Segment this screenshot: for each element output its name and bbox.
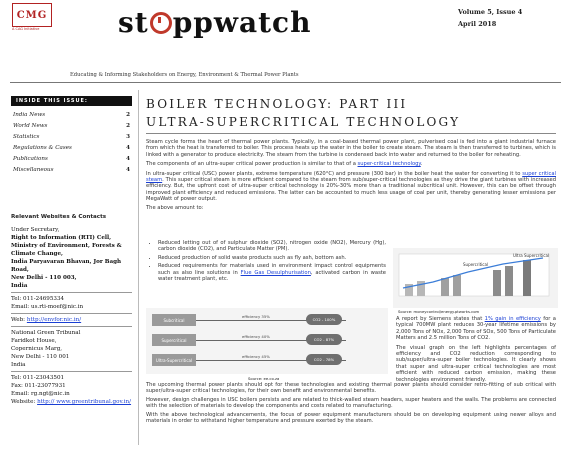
column-divider: [138, 90, 139, 445]
super-critical-link[interactable]: super-critical technology: [357, 161, 421, 168]
sidebar-heading: INSIDE THIS ISSUE:: [11, 96, 132, 106]
contact-ngt: National Green Tribunal Faridkot House, Copernicus Marg, New Delhi - 110 001 India Tel: 011-23043501 Fax: 011-23077931 Email: rg.ngt@nic.in Website: http:// www.greentribunal.gov.in/: [11, 330, 132, 405]
paragraph: The components of an ultra-super critical power production is similar to that of a super-critical technology.: [146, 161, 423, 168]
efficiency-label: efficiency 35%: [242, 314, 270, 319]
toc-item[interactable]: Publications 4: [13, 156, 130, 162]
contact-tel: Tel: 011-24695334: [11, 296, 65, 302]
paragraph: With the above technological advancements, the focus of power equipment manufacturers should be on developing equipment using newer alloys and materials in order to withstand higher temperature and pressure exerted by the steam.: [146, 411, 556, 425]
contact-rti: Under Secretary, Right to Information (RTI) Cell, Ministry of Environment, Forests & Climate Change, India Paryavaran Bhavan, Jor Bagh Road, New Delhi - 110 003, India Tel: 011-24695334 Email: us.rti-moef@nic.in Web: http://envfor.nic.in/: [11, 226, 132, 324]
logo-subtitle: A CAG Initiative: [12, 27, 40, 31]
toc-item[interactable]: Statistics 3: [13, 134, 130, 140]
green-tribunal-link[interactable]: http:// www.greentribunal.gov.in/: [37, 399, 132, 405]
contact-web: Web: http://envfor.nic.in/: [11, 317, 82, 323]
paragraph: The visual graph on the left highlights percentages of efficiency and CO2 reduction corresponding to sub/super/ultra-super boiler technologies. It clearly shows that super and ultra-super critical technologies are most efficient with reduced carbon emission, making these technologies environment friendly.: [396, 344, 556, 383]
tagline: Educating & Informing Stakeholders on Energy, Environment & Thermal Power Plants: [70, 72, 299, 78]
contact-tel: Tel: 011-23043501: [11, 375, 65, 381]
list-item: • Reduced letting out of of sulphur dioxide (SO2), nitrogen oxide (NO2), Mercury (Hg), carbon dioxide (CO2), and Particulate Matter (PM).: [158, 240, 386, 253]
fgd-link[interactable]: Flue Gas Desulphurisation: [240, 269, 311, 276]
power-icon: [150, 12, 172, 34]
list-intro: The above amount to:: [146, 204, 204, 211]
article-body-bottom: [146, 382, 556, 424]
article-body-top: [146, 139, 556, 211]
toc-item[interactable]: World News 2: [13, 123, 130, 129]
masthead: [118, 6, 311, 39]
relevant-websites-heading: Relevant Websites & Contacts: [11, 214, 107, 220]
title-divider: [146, 133, 556, 134]
list-item: • Reduced production of solid waste products such as fly ash, bottom ash.: [158, 255, 386, 261]
tech-box: Supercritical: [152, 334, 196, 346]
divider: [11, 371, 132, 372]
divider: [11, 292, 132, 293]
paragraph: A report by Siemens states that 1% gain in efficiency for a typical 700MW plant reduces 30-year lifetime emissions by 2,000 Tons of NOx, 2,000 Tons of SOx, 500 Tons of Particulate Matters and 2.5 million Tons of CO2.: [396, 316, 556, 342]
efficiency-chart: [393, 248, 558, 308]
contact-email: Email: rg.ngt@nic.in: [11, 391, 70, 397]
chart-svg: [393, 248, 558, 308]
toc-item[interactable]: Miscellaneous 4: [13, 167, 130, 173]
divider: [11, 313, 132, 314]
masthead-post: ppwatch: [172, 6, 312, 39]
list-item: • Reduced requirements for materials used in environment impact control equipments such as also line solutions in Flue Gas Desulphurisation, activated carbon in waste water treatment plant, etc.: [158, 263, 386, 282]
contact-fax: Fax: 011-23077931: [11, 383, 66, 389]
issue-info: [458, 6, 522, 30]
diagram-source: Source: ee.co.za: [248, 376, 280, 381]
chart-label-super: Supercritical: [463, 262, 489, 267]
bar-mark: [505, 266, 513, 296]
sidebar: [11, 96, 132, 446]
bar-mark: [523, 260, 531, 296]
co2-pill: CO2 - 87%: [306, 334, 342, 345]
chart-label-ultra: Ultra Supercritical: [513, 253, 550, 258]
toc-item[interactable]: Regulations & Cases 4: [13, 145, 130, 151]
envfor-link[interactable]: http://envfor.nic.in/: [26, 317, 82, 323]
benefits-list: [146, 240, 386, 284]
tech-box: Ultra-Supercritical: [152, 354, 196, 366]
article-title-line2: ULTRA-SUPERCRITICAL TECHNOLOGY: [146, 115, 461, 129]
tech-box: Subcritical: [152, 314, 196, 326]
efficiency-label: efficiency 45%: [242, 354, 270, 359]
paragraph: However, design challenges in USC boilers persists and are related to thick-walled steam headers, super heaters and the walls. The problems are connected with the selection of materials to develop the components and costs related to manufacturing.: [146, 396, 556, 410]
chart-source: Source: moneycontrol/energy.ptworks.com: [398, 309, 480, 314]
co2-pill: CO2 - 78%: [306, 354, 342, 365]
contact-web: Website: http:// www.greentribunal.gov.in/: [11, 399, 132, 405]
efficiency-gain-link[interactable]: 1% gain in efficiency: [484, 316, 541, 322]
volume-label: Volume 5, Issue 4: [458, 8, 523, 16]
article-title-line1: BOILER TECHNOLOGY: PART III: [146, 97, 408, 111]
paragraph: In ultra-super critical (USC) power plants, extreme temperature (620°C) and pressure (300 bar) in the boiler heat the water for converting it to super critical steam. This super critical steam is more efficient compared to the steam from sub/super-critical technologies as they drive the giant turbines with increased efficiency. But, the upfront cost of ultra-super critical technology is 20%-30% more than a traditional subcritical unit. However, this can be offset through improved plant efficiency and reduced emissions. The latter can be accounted to much less usage of coal per unit, thereby generating lesser emissions per MegaWatt of power output.: [146, 170, 556, 203]
siemens-report: [396, 316, 556, 383]
contact-email: Email: us.rti-moef@nic.in: [11, 304, 84, 310]
paragraph: The upcoming thermal power plants should opt for these technologies and existing thermal power plants should consider retro-fitting of sub critical with super/ultra-super critical technologies, for their own benefit and environmental benefits.: [146, 382, 556, 395]
bar-mark: [493, 270, 501, 296]
divider: [11, 326, 132, 327]
toc-item[interactable]: India News 2: [13, 112, 130, 118]
co2-pill: CO2 - 100%: [306, 314, 342, 325]
logo-text: CMG: [16, 9, 48, 21]
toc-list: [11, 110, 132, 176]
publisher-logo: [12, 3, 52, 27]
paragraph: Steam cycle forms the heart of thermal power plants. Typically, in a coal-based thermal power plant, pulverised coal is fed into a giant industrial furnace from which the heat is transferred to boiler. This process heats up the water in the boiler to create steam. The steam is then transferred to turbines, which is linked with a generator to produce electricity. The steam from the turbine is condensed back into water and returned to the boiler for reheating.: [146, 139, 556, 158]
bar-mark: [453, 275, 461, 296]
super-critical-steam-link[interactable]: super critical steam: [146, 170, 556, 184]
masthead-pre: st: [118, 6, 149, 39]
bar-mark: [441, 278, 449, 296]
header-divider: [10, 82, 561, 83]
date-label: April 2018: [458, 20, 497, 28]
efficiency-label: efficiency 40%: [242, 334, 270, 339]
efficiency-diagram: [146, 308, 388, 374]
